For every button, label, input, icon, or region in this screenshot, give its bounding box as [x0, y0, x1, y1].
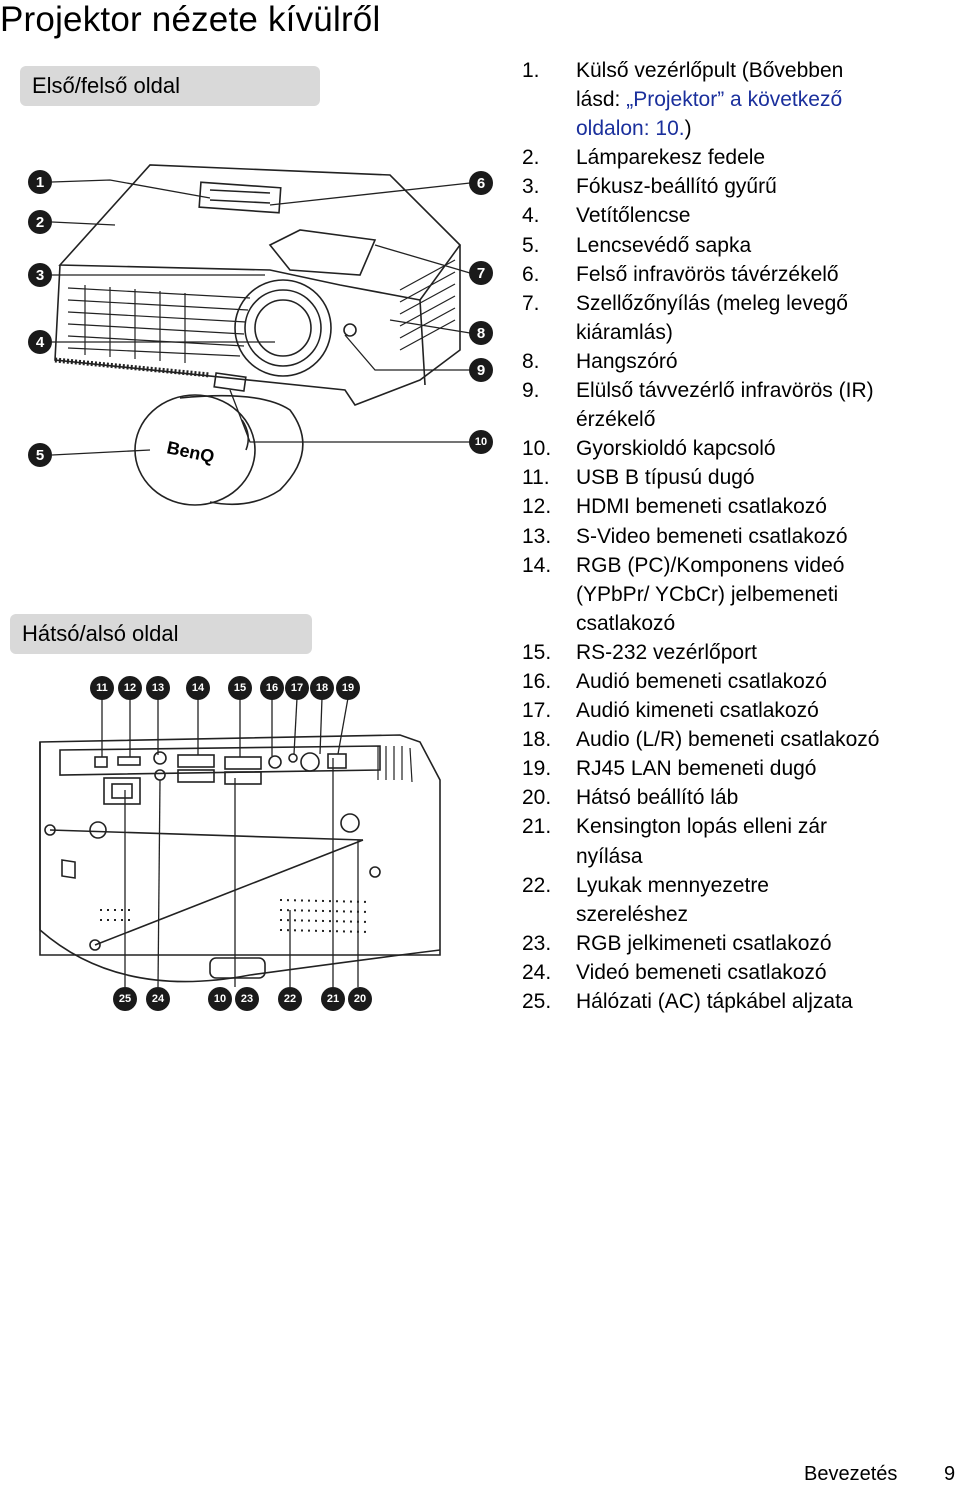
list-item [522, 929, 942, 958]
item-text-cont: csatlakozó [576, 611, 676, 635]
item-text: Gyorskioldó kapcsoló [576, 437, 776, 461]
item-text: Lyukak mennyezetre [576, 873, 769, 897]
footer-section-name: Bevezetés [804, 1463, 898, 1485]
page-title: Projektor nézete kívülről [0, 0, 381, 39]
item-text: Hangszóró [576, 349, 678, 373]
list-item [522, 667, 942, 696]
callout-21: 21 [321, 987, 345, 1011]
item-text: Szellőzőnyílás (meleg levegő [576, 291, 848, 315]
section-header-back: Hátsó/alsó oldal [10, 614, 312, 654]
page-link[interactable]: oldalon: 10. [576, 117, 685, 141]
item-number: 16. [522, 669, 552, 693]
callout-17: 17 [285, 676, 309, 700]
item-text: Fókusz-beállító gyűrű [576, 175, 777, 199]
list-item [522, 551, 942, 638]
list-item [522, 638, 942, 667]
item-text: Lámparekesz fedele [576, 146, 766, 170]
projector-link[interactable]: „Projektor” a következő [626, 88, 843, 112]
item-text: Lencsevédő sapka [576, 233, 752, 257]
brand-logo: BenQ [165, 437, 217, 467]
item-text: Audio (L/R) bemeneti csatlakozó [576, 728, 880, 752]
item-text: Hálózati (AC) tápkábel aljzata [576, 990, 853, 1013]
item-text: RJ45 LAN bemeneti dugó [576, 757, 817, 781]
callout-10-back: 10 [208, 987, 232, 1011]
callout-6: 6 [469, 171, 493, 195]
item-number: 22. [522, 873, 552, 897]
callout-3: 3 [28, 263, 52, 287]
list-item [522, 783, 942, 812]
item-number: 10. [522, 437, 552, 461]
item-text-cont: lásd: [576, 88, 627, 112]
list-item [522, 812, 942, 870]
back-projector-illustration [40, 735, 440, 982]
item-text: Audió kimeneti csatlakozó [576, 699, 819, 723]
item-number: 19. [522, 757, 552, 781]
item-text-cont: nyílása [576, 844, 643, 868]
list-item [522, 871, 942, 929]
item-number: 20. [522, 786, 552, 810]
callout-2: 2 [28, 210, 52, 234]
callout-10: 10 [469, 430, 493, 454]
callout-15: 15 [228, 676, 252, 700]
list-item [522, 172, 942, 201]
item-number: 3. [522, 175, 540, 199]
item-text: Elülső távvezérlő infravörös (IR) [576, 379, 874, 403]
page-number: 9 [944, 1463, 956, 1485]
item-number: 2. [522, 146, 540, 170]
item-number: 23. [522, 931, 552, 955]
item-number: 4. [522, 204, 540, 228]
callout-22: 22 [278, 987, 302, 1011]
callout-4: 4 [28, 330, 52, 354]
section-header-front: Első/felső oldal [20, 66, 320, 106]
list-item [522, 260, 942, 289]
callout-23: 23 [235, 987, 259, 1011]
item-text-cont: érzékelő [576, 408, 656, 432]
list-item [522, 987, 942, 1016]
callout-18: 18 [310, 676, 334, 700]
item-text: RS-232 vezérlőport [576, 640, 757, 664]
item-number: 8. [522, 349, 540, 373]
item-text: USB B típusú dugó [576, 466, 755, 490]
item-number: 11. [522, 466, 550, 490]
item-text: S-Video bemeneti csatlakozó [576, 524, 848, 548]
callout-9: 9 [469, 358, 493, 382]
callout-12: 12 [118, 676, 142, 700]
list-item [522, 492, 942, 521]
list-item [522, 347, 942, 376]
list-item [522, 56, 942, 143]
callout-14: 14 [186, 676, 210, 700]
item-number: 21. [522, 815, 552, 839]
item-number: 6. [522, 262, 540, 286]
item-text: Külső vezérlőpult (Bővebben [576, 59, 844, 82]
list-item [522, 754, 942, 783]
callout-19: 19 [336, 676, 360, 700]
item-text: Audió bemeneti csatlakozó [576, 669, 827, 693]
list-item [522, 696, 942, 725]
callout-24: 24 [146, 987, 170, 1011]
list-item [522, 522, 942, 551]
callout-5: 5 [28, 443, 52, 467]
callout-25: 25 [113, 987, 137, 1011]
list-item [522, 143, 942, 172]
item-number: 14. [522, 553, 552, 577]
item-number: 9. [522, 379, 540, 403]
front-projector-illustration [55, 165, 460, 505]
item-text-cont: (YPbPr/ YCbCr) jelbemeneti [576, 582, 839, 606]
list-item [522, 434, 942, 463]
callout-16: 16 [260, 676, 284, 700]
projector-diagram [0, 150, 505, 1030]
item-text-close: ) [684, 117, 692, 141]
item-text: HDMI bemeneti csatlakozó [576, 495, 827, 519]
callout-20: 20 [348, 987, 372, 1011]
callout-8: 8 [469, 321, 493, 345]
item-number: 17. [522, 699, 552, 723]
item-text-cont: szereléshez [576, 902, 689, 926]
item-number: 1. [522, 59, 540, 82]
item-number: 15. [522, 640, 552, 664]
list-item [522, 958, 942, 987]
callout-13: 13 [146, 676, 170, 700]
callout-1: 1 [28, 170, 52, 194]
list-item [522, 463, 942, 492]
item-text: Videó bemeneti csatlakozó [576, 960, 827, 984]
item-number: 24. [522, 960, 552, 984]
item-text: Felső infravörös távérzékelő [576, 262, 839, 286]
item-number: 7. [522, 291, 540, 315]
item-number: 12. [522, 495, 552, 519]
list-item [522, 201, 942, 230]
item-text: RGB (PC)/Komponens videó [576, 553, 845, 577]
item-number: 5. [522, 233, 540, 257]
item-number: 25. [522, 990, 552, 1013]
parts-list [522, 56, 942, 1016]
list-item [522, 376, 942, 434]
list-item [522, 289, 942, 347]
item-text-cont: kiáramlás) [576, 320, 673, 344]
list-item [522, 231, 942, 260]
item-text: Kensington lopás elleni zár [576, 815, 827, 839]
item-text: RGB jelkimeneti csatlakozó [576, 931, 832, 955]
item-text: Hátsó beállító láb [576, 786, 739, 810]
item-number: 13. [522, 524, 552, 548]
callout-7: 7 [469, 261, 493, 285]
callout-11: 11 [90, 676, 114, 700]
list-item [522, 725, 942, 754]
item-text: Vetítőlencse [576, 204, 691, 228]
item-number: 18. [522, 728, 552, 752]
